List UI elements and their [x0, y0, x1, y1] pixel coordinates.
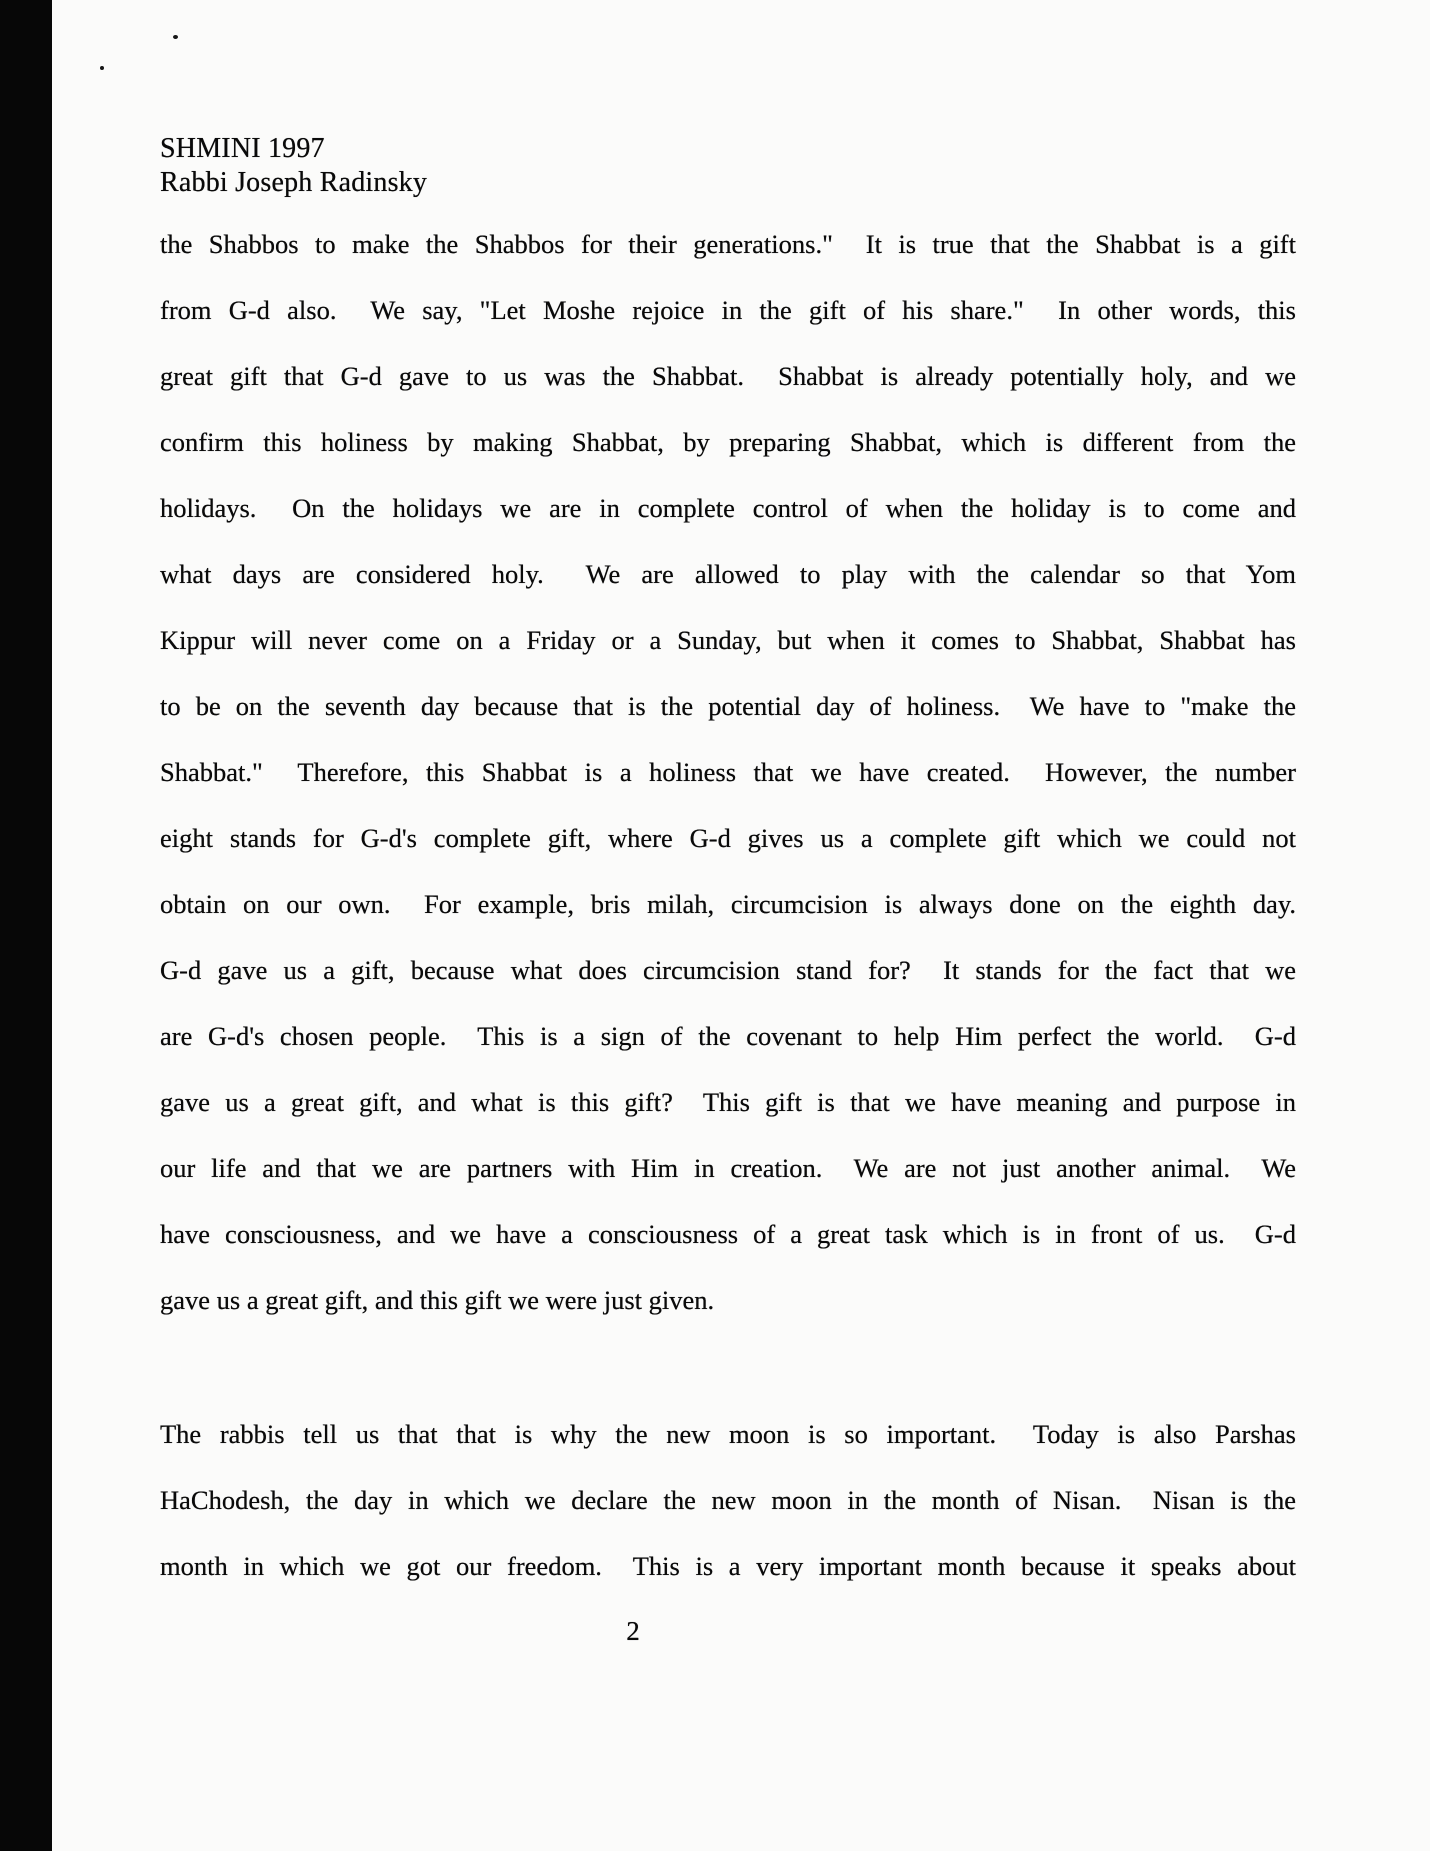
document-body	[160, 211, 1296, 1599]
scan-edge-artifact	[0, 0, 52, 1851]
text-line: Shabbat." Therefore, this Shabbat is a holiness that we have created. However, the number	[160, 757, 1296, 787]
document-author: Rabbi Joseph Radinsky	[160, 167, 428, 198]
document-title: SHMINI 1997	[160, 133, 325, 164]
scan-speck	[100, 66, 104, 70]
text-line: gave us a great gift, and this gift we were just given.	[160, 1285, 715, 1315]
text-line: G-d gave us a gift, because what does circumcision stand for? It stands for the fact that we	[160, 955, 1296, 985]
text-line: our life and that we are partners with Him in creation. We are not just another animal. We	[160, 1153, 1296, 1183]
text-line: gave us a great gift, and what is this gift? This gift is that we have meaning and purpose in	[160, 1087, 1296, 1117]
text-line: confirm this holiness by making Shabbat, by preparing Shabbat, which is different from the	[160, 427, 1296, 457]
text-line: Kippur will never come on a Friday or a Sunday, but when it comes to Shabbat, Shabbat has	[160, 625, 1296, 655]
text-line: obtain on our own. For example, bris milah, circumcision is always done on the eighth day.	[160, 889, 1296, 919]
text-line: holidays. On the holidays we are in complete control of when the holiday is to come and	[160, 493, 1296, 523]
document-header	[160, 132, 427, 200]
paragraph-1	[160, 211, 1296, 1333]
paragraph-2	[160, 1401, 1296, 1599]
text-line: eight stands for G-d's complete gift, where G-d gives us a complete gift which we could not	[160, 823, 1296, 853]
text-line: what days are considered holy. We are allowed to play with the calendar so that Yom	[160, 559, 1296, 589]
text-line: are G-d's chosen people. This is a sign of the covenant to help Him perfect the world. G-d	[160, 1021, 1296, 1051]
text-line: the Shabbos to make the Shabbos for their generations." It is true that the Shabbat is a gift	[160, 229, 1296, 259]
text-line: The rabbis tell us that that is why the new moon is so important. Today is also Parshas	[160, 1419, 1296, 1449]
text-line: month in which we got our freedom. This is a very important month because it speaks about	[160, 1551, 1296, 1581]
text-line: to be on the seventh day because that is the potential day of holiness. We have to "make the	[160, 691, 1296, 721]
text-line: HaChodesh, the day in which we declare the new moon in the month of Nisan. Nisan is the	[160, 1485, 1296, 1515]
text-line: great gift that G-d gave to us was the Shabbat. Shabbat is already potentially holy, and we	[160, 361, 1296, 391]
text-line: from G-d also. We say, "Let Moshe rejoice in the gift of his share." In other words, this	[160, 295, 1296, 325]
scan-speck	[173, 35, 178, 39]
text-line: have consciousness, and we have a consciousness of a great task which is in front of us. G-d	[160, 1219, 1296, 1249]
page-number: 2	[626, 1616, 640, 1646]
